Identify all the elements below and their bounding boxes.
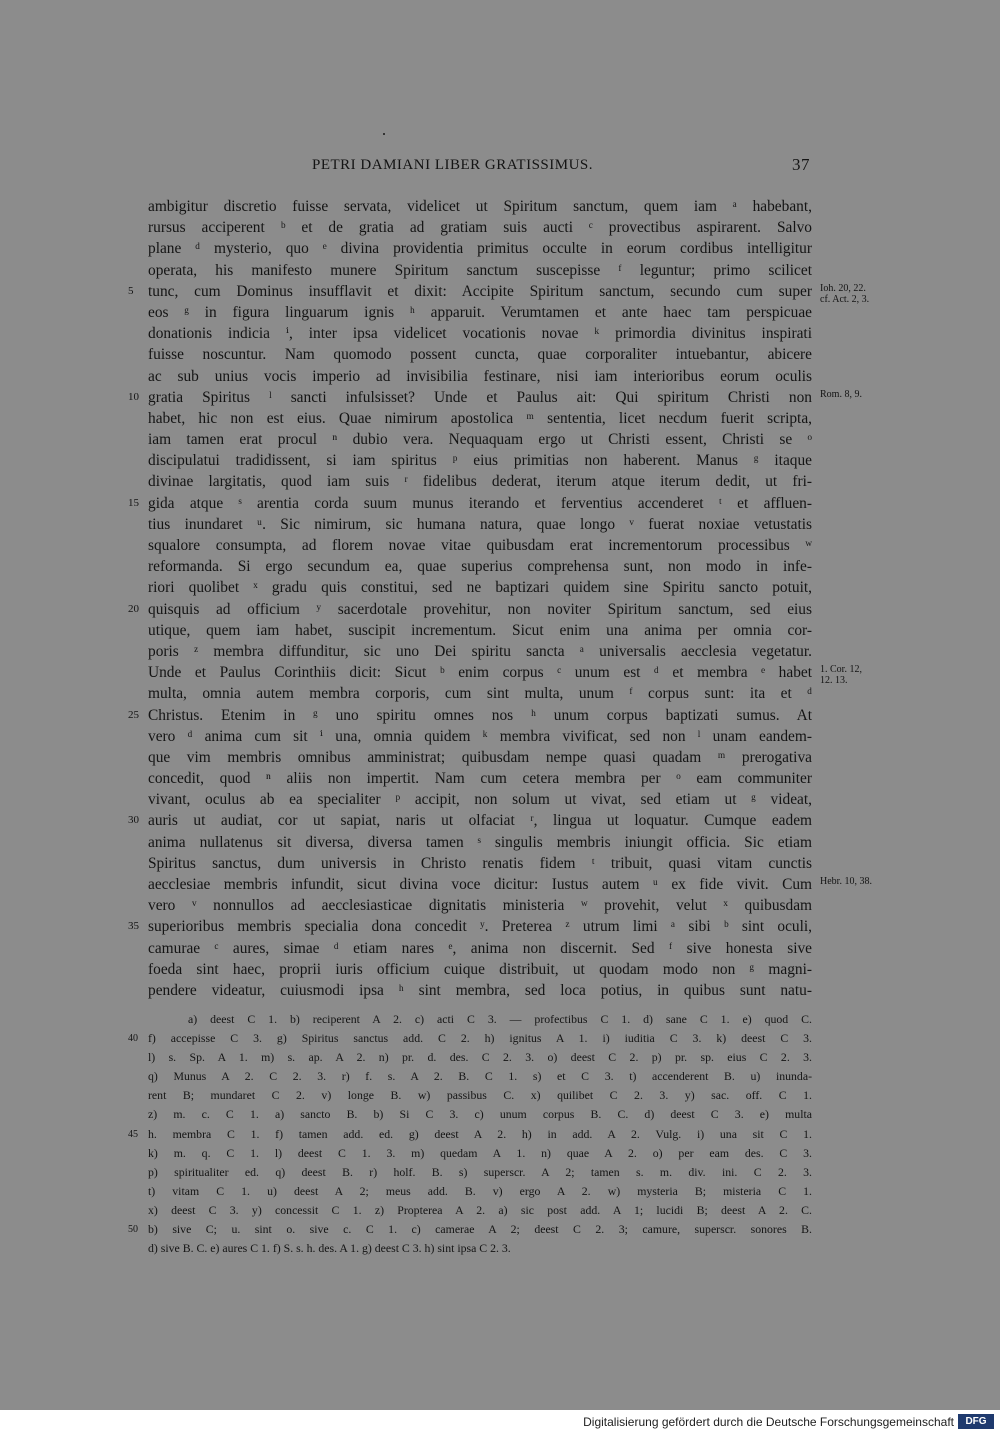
line-text: iam tamen erat procul ⁿ dubio vera. Nequaquam ergo ut Christi essent, Christi se ᵒ [148, 431, 812, 449]
line-text: tunc, cum Dominus insufflavit et dixit: Accipite Spiritum sanctum, secundo cum super [148, 282, 812, 300]
line-text: pendere videatur, cuiusmodi ipsa ʰ sint membra, sed loca potius, in quibus sunt natu- [148, 981, 812, 999]
line-text: operata, his manifesto munere Spiritum sanctum suscepisse ᶠ leguntur; primo scilicet [148, 261, 812, 279]
footnote-text: q) Munus A 2. C 2. 3. r) f. s. A 2. B. C 1. s) et C 3. t) accenderent B. u) inunda- [148, 1069, 812, 1084]
text-line [148, 238, 812, 259]
footnote-text: z) m. c. C 1. a) sancto B. b) Si C 3. c) unum corpus B. C. d) deest C 3. e) multa [148, 1107, 812, 1122]
margin-reference: Rom. 8, 9. [820, 388, 862, 400]
footnote-line [148, 1239, 812, 1258]
line-text: habet, hic non est eius. Quae nimirum apostolica ᵐ sententia, licet necdum fuerit scripta, [148, 409, 812, 427]
footnote-text: l) s. Sp. A 1. m) s. ap. A 2. n) pr. d. des. C 2. 3. o) deest C 2. p) pr. sp. eius C 2. 3. [148, 1050, 812, 1065]
footnote-text: a) deest C 1. b) reciperent A 2. c) acti C 3. — profectibus C 1. d) sane C 1. e) quod C. [188, 1012, 812, 1026]
text-line [148, 450, 812, 471]
text-line [148, 853, 812, 874]
text-line [148, 260, 812, 281]
text-line [148, 747, 812, 768]
line-text: anima nullatenus sit diversa, diversa tamen ˢ singulis membris iniungit officia. Sic etiam [148, 833, 812, 851]
line-text: donationis indicia ⁱ, inter ipsa videlicet vocationis novae ᵏ primordia divinitus inspirati [148, 325, 812, 343]
text-line [128, 599, 812, 620]
text-line [128, 387, 862, 408]
line-text: discipulatui tradidissent, si iam spiritus ᵖ eius primitias non haberent. Manus ᵍ itaque [148, 452, 812, 470]
text-line [148, 662, 862, 687]
line-number: 45 [128, 1128, 138, 1140]
funding-credit: Digitalisierung gefördert durch die Deutsche Forschungsgemeinschaft [583, 1415, 954, 1429]
footnote-line [128, 1125, 812, 1144]
text-line [148, 196, 812, 217]
footnote-line [148, 1086, 812, 1105]
text-line [128, 493, 812, 514]
footnote-text: rent B; mundaret C 2. v) longe B. w) passibus C. x) quilibet C 2. 3. y) sac. off. C 1. [148, 1088, 812, 1103]
text-line [148, 344, 812, 365]
line-text: reformanda. Si ergo secundum ea, quae superius comprehensa sunt, non modo in infe- [148, 558, 812, 576]
text-line [148, 302, 812, 323]
footnote-line [148, 1163, 812, 1182]
line-text: vero ᵛ nonnullos ad aecclesiasticae dignitatis ministeria ʷ provehit, velut ˣ quibusdam [148, 897, 812, 915]
margin-reference: Ioh. 20, 22. cf. Act. 2, 3. [820, 282, 870, 305]
text-line [148, 959, 812, 980]
line-number: 10 [128, 390, 139, 403]
text-line [128, 281, 870, 305]
footnote-line [128, 1029, 812, 1048]
footnote-line [148, 1105, 812, 1124]
line-text: ambigitur discretio fuisse servata, videlicet ut Spiritum sanctum, quem iam ᵃ habebant, [148, 198, 812, 215]
footnote-text: d) sive B. C. e) aures C 1. f) S. s. h. des. A 1. g) deest C 3. h) sint ipsa C 2. 3. [148, 1241, 511, 1256]
scan-speck [383, 133, 385, 135]
footnote-text: k) m. q. C 1. l) deest C 1. 3. m) quedam A 1. n) quae A 2. o) per eam des. C 3. [148, 1145, 812, 1160]
line-text: Christus. Etenim in ᵍ uno spiritu omnes nos ʰ unum corpus baptizati sumus. At [148, 706, 812, 724]
line-text: plane ᵈ mysterio, quo ᵉ divina providentia primitus occulte in eorum cordibus intelligitur [148, 240, 812, 258]
line-text: que vim membris omnibus amministrat; quibusdam nempe quasi quadam ᵐ prerogativa [148, 748, 812, 766]
line-number: 40 [128, 1033, 138, 1045]
line-text: squalore consumpta, ad florem novae vitae quibusdam erat incrementorum processibus ʷ [148, 537, 812, 554]
text-line [148, 429, 812, 450]
text-line [148, 366, 812, 387]
line-number: 25 [128, 708, 139, 721]
line-text: Unde et Paulus Corinthiis dicit: Sicut ᵇ enim corpus ᶜ unum est ᵈ et membra ᵉ habet [148, 664, 812, 682]
footnote-text: h. membra C 1. f) tamen add. ed. g) deest A 2. h) in add. A 2. Vulg. i) una sit C 1. [148, 1126, 812, 1141]
text-line [128, 916, 812, 937]
line-text: gida atque ˢ arentia corda suum munus iterando et ferventius accenderet ᵗ et affluen- [148, 494, 812, 512]
line-text: gratia Spiritus ˡ sancti infulsisset? Unde et Paulus ait: Qui spiritum Christi non [148, 388, 812, 406]
text-line [148, 641, 812, 662]
footnote-text: f) accepisse C 3. g) Spiritus sanctus add. C 2. h) ignitus A 1. i) iuditia C 3. k) deest C 3. [148, 1031, 812, 1046]
text-line [148, 938, 812, 959]
text-line [148, 577, 812, 598]
footnote-line [148, 1067, 812, 1086]
page-number: 37 [792, 155, 810, 174]
line-text: ac sub unius vocis imperio ad invisibilia festinare, nisi iam interioribus eorum oculis [148, 367, 812, 385]
line-text: tius inundaret ᵘ. Sic nimirum, sic humana natura, quae longo ᵛ fuerat noxiae vetustatis [148, 515, 812, 533]
line-number: 30 [128, 814, 139, 827]
text-line [148, 726, 812, 747]
line-text: rursus acciperent ᵇ et de gratia ad gratiam suis aucti ᶜ provectibus aspirarent. Salvo [148, 219, 812, 237]
footnotes [128, 1010, 812, 1258]
text-line [148, 980, 812, 1001]
text-line [148, 620, 812, 641]
text-line [148, 556, 812, 577]
line-text: riori quolibet ˣ gradu quis constitui, sed ne baptizari quidem sine Spiritu sancto potuit, [148, 579, 812, 597]
text-line [148, 768, 812, 789]
line-number: 15 [128, 496, 139, 509]
line-text: poris ᶻ membra diffunditur, sic uno Dei spiritu sancta ᵃ universalis aecclesia vegetatur. [148, 642, 812, 660]
line-text: concedit, quod ⁿ aliis non impertit. Nam cum cetera membra per ᵒ eam communiter [148, 770, 812, 788]
line-number: 20 [128, 602, 139, 615]
line-text: eos ᵍ in figura linguarum ignis ʰ apparuit. Verumtamen et ante haec tam perspicuae [148, 303, 812, 321]
footer-bar [0, 1410, 1000, 1434]
line-text: fuisse noscuntur. Nam quomodo possent cuncta, quae corporaliter intuebantur, abicere [148, 346, 812, 364]
footnote-line [148, 1010, 812, 1029]
text-line [148, 471, 812, 492]
page-title: PETRI DAMIANI LIBER GRATISSIMUS. [312, 157, 594, 173]
line-number: 50 [128, 1224, 138, 1236]
running-header [150, 157, 810, 179]
text-line [148, 217, 812, 238]
text-line [148, 683, 812, 704]
text-line [148, 789, 812, 810]
line-text: Spiritus sanctus, dum universis in Christo renatis fidem ᵗ tribuit, quasi vitam cunctis [148, 854, 812, 872]
line-text: superioribus membris specialia dona concedit ʸ. Preterea ᶻ utrum limi ᵃ sibi ᵇ sint oculi, [148, 918, 812, 936]
text-line [148, 895, 812, 916]
dfg-logo: DFG [958, 1414, 994, 1429]
footnote-line [148, 1144, 812, 1163]
line-text: auris ut audiat, cor ut sapiat, naris ut olfaciat ʳ, lingua ut loquatur. Cumque eadem [148, 812, 812, 830]
text-line [148, 535, 812, 556]
text-line [148, 408, 812, 429]
footnote-line [148, 1182, 812, 1201]
footnote-text: p) spiritualiter ed. q) deest B. r) holf. B. s) superscr. A 2; tamen s. m. div. ini. C 2. 3. [148, 1164, 812, 1179]
footnote-line [128, 1220, 812, 1239]
margin-reference: Hebr. 10, 38. [820, 876, 872, 887]
footnote-line [148, 1048, 812, 1067]
line-text: vivant, oculus ab ea specialiter ᵖ accipit, non solum ut vivat, sed etiam ut ᵍ videat, [148, 791, 812, 809]
line-text: camurae ᶜ aures, simae ᵈ etiam nares ᵉ, anima non discernit. Sed ᶠ sive honesta sive [148, 939, 812, 957]
line-text: quisquis ad officium ʸ sacerdotale provehitur, non noviter Spiritum sanctum, sed eius [148, 600, 812, 618]
footnote-text: t) vitam C 1. u) deest A 2; meus add. B. v) ergo A 2. w) mysteria B; misteria C 1. [148, 1183, 812, 1198]
line-text: utique, quem iam habet, suscipit incrementum. Sicut enim una anima per omnia cor- [148, 621, 812, 639]
text-line [148, 514, 812, 535]
line-text: divinae largitatis, quod iam suis ʳ fidelibus dederat, iterum atque iterum dedit, ut fri- [148, 473, 812, 491]
text-line [148, 323, 812, 344]
text-line [128, 705, 812, 726]
margin-reference: 1. Cor. 12, 12. 13. [820, 664, 862, 687]
text-line [128, 810, 812, 831]
main-text [128, 196, 872, 1001]
line-number: 5 [128, 284, 134, 297]
footnote-line [148, 1201, 812, 1220]
line-number: 35 [128, 920, 139, 933]
footnote-text: b) sive C; u. sint o. sive c. C 1. c) camerae A 2; deest C 2. 3; camure, superscr. sonores B. [148, 1222, 812, 1237]
line-text: vero ᵈ anima cum sit ⁱ una, omnia quidem ᵏ membra vivificat, sed non ˡ unam eandem- [148, 727, 812, 745]
line-text: multa, omnia autem membra corporis, cum sint multa, unum ᶠ corpus sunt: ita et ᵈ [148, 685, 812, 703]
text-line [148, 832, 812, 853]
line-text: aecclesiae membris infundit, sicut divina voce dicitur: Iustus autem ᵘ ex fide vivit. Cum [148, 876, 812, 893]
text-line [148, 874, 872, 895]
line-text: foeda sint haec, proprii iuris officium cuique distribuit, ut quodam modo non ᵍ magni- [148, 960, 812, 978]
footnote-text: x) deest C 3. y) concessit C 1. z) Propterea A 2. a) sic post add. A 1; lucidi B; deest A 2. C. [148, 1202, 812, 1217]
